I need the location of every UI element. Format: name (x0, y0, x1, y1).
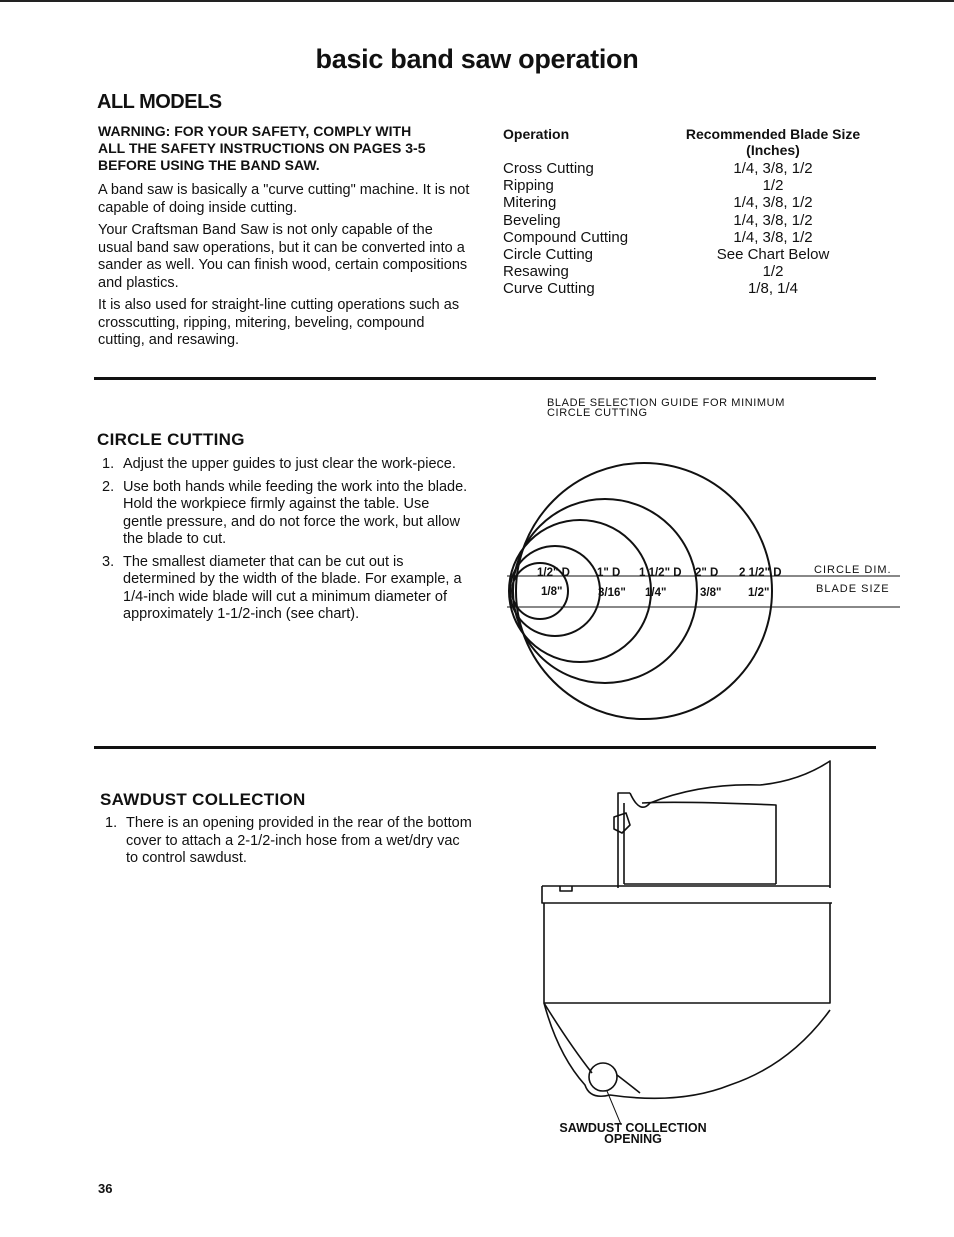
blade-guide-knob (614, 813, 630, 833)
blade-size-label: 3/16" (598, 587, 626, 599)
section-divider (94, 746, 876, 749)
operation-name: Beveling (503, 211, 561, 229)
convert-paragraph: Your Craftsman Band Saw is not only capable of the usual band saw operations, but it can be converted into a sander as well. You can finish wood, certain compositions and plastics. (98, 222, 468, 291)
list-item: 3. The smallest diameter that can be cut out is determined by the width of the blade. For example, a 1/4-inch wide blade will cut a minimum diameter of approximately 1-1/2-inch (see chart). (102, 553, 462, 622)
top-rule (0, 0, 954, 2)
operation-name: Cross Cutting (503, 160, 594, 177)
circle-cutting-steps (102, 456, 468, 629)
blade-size-value: 1/4, 3/8, 1/2 (733, 194, 813, 212)
page-title: basic band saw operation (315, 44, 639, 74)
blade-size-value: 1/2 (762, 177, 784, 195)
upper-wheel-cover-outline (630, 761, 830, 888)
intro-paragraph: A band saw is basically a "curve cutting" machine. It is not capable of doing inside cutting. (98, 182, 470, 216)
operation-name: Resawing (503, 263, 569, 281)
operation-name: Curve Cutting (503, 280, 595, 298)
sawdust-collection-diagram (530, 755, 840, 1125)
bottom-cover-outline (544, 1003, 830, 1098)
list-item: 2. Use both hands while feeding the work into the blade. Hold the workpiece firmly against the table. Use gentle pressure, and do not force the work, but allow the blade to cut. (102, 478, 468, 547)
blade-selection-diagram (495, 430, 915, 730)
safety-warning (98, 123, 478, 174)
operation-column-header: Operation (503, 126, 570, 142)
list-item: 1. Adjust the upper guides to just clear the work-piece. (102, 456, 456, 472)
list-item: 1. There is an opening provided in the rear of the bottom cover to attach a 2-1/2-inch hose from a wet/dry vac to control sawdust. (105, 815, 472, 866)
blade-size-list (693, 160, 853, 298)
operation-name: Mitering (503, 194, 557, 212)
blade-size-label: 1/8" (541, 586, 563, 598)
circle-dim-label: 2 1/2" D (739, 567, 782, 579)
base-housing-outline (544, 903, 830, 1003)
blade-size-column-header: Recommended Blade Size (Inches) (685, 126, 861, 158)
circle-dim-legend: CIRCLE DIM. (814, 564, 892, 576)
sawdust-steps (105, 815, 475, 873)
blade-size-label: 3/8" (700, 587, 722, 599)
warning-line: ALL THE SAFETY INSTRUCTIONS ON PAGES 3-5 (98, 140, 426, 156)
circle-chart-caption: BLADE SELECTION GUIDE FOR MINIMUM CIRCLE CUTTING (547, 397, 785, 419)
sawdust-heading: SAWDUST COLLECTION (100, 790, 306, 809)
uses-paragraph: It is also used for straight-line cutting operations such as crosscutting, ripping, mitering, beveling, compound cutting, and resawing. (98, 297, 460, 348)
all-models-heading: ALL MODELS (97, 91, 222, 113)
circle-1-5-inch (509, 520, 651, 662)
sawdust-figure-caption: SAWDUST COLLECTION OPENING (559, 1121, 707, 1146)
sawdust-opening (589, 1063, 617, 1091)
warning-line: BEFORE USING THE BAND SAW. (98, 157, 320, 173)
blade-size-value: 1/8, 1/4 (747, 280, 799, 298)
section-divider (94, 377, 876, 380)
blade-size-label: 1/4" (645, 587, 667, 599)
blade-size-value: 1/2 (762, 263, 784, 281)
blade-size-value: 1/4, 3/8, 1/2 (733, 211, 813, 229)
circle-dim-label: 1/2" D (537, 567, 570, 579)
operation-name: Compound Cutting (503, 228, 629, 246)
circle-dim-label: 1" D (597, 567, 621, 579)
blade-size-value: 1/4, 3/8, 1/2 (733, 228, 813, 246)
circle-dim-label: 1 1/2" D (639, 567, 682, 579)
blade-size-value: See Chart Below (716, 246, 830, 264)
warning-line: WARNING: FOR YOUR SAFETY, COMPLY WITH (98, 123, 412, 139)
page-number: 36 (98, 1181, 113, 1196)
operation-list (503, 160, 673, 298)
operation-name: Ripping (503, 177, 554, 195)
blade-size-legend: BLADE SIZE (816, 583, 890, 595)
operation-name: Circle Cutting (503, 246, 594, 264)
circle-dim-label: 2" D (695, 567, 719, 579)
blade-size-label: 1/2" (748, 587, 770, 599)
circle-cutting-heading: CIRCLE CUTTING (97, 430, 245, 449)
blade-size-value: 1/4, 3/8, 1/2 (733, 160, 813, 177)
